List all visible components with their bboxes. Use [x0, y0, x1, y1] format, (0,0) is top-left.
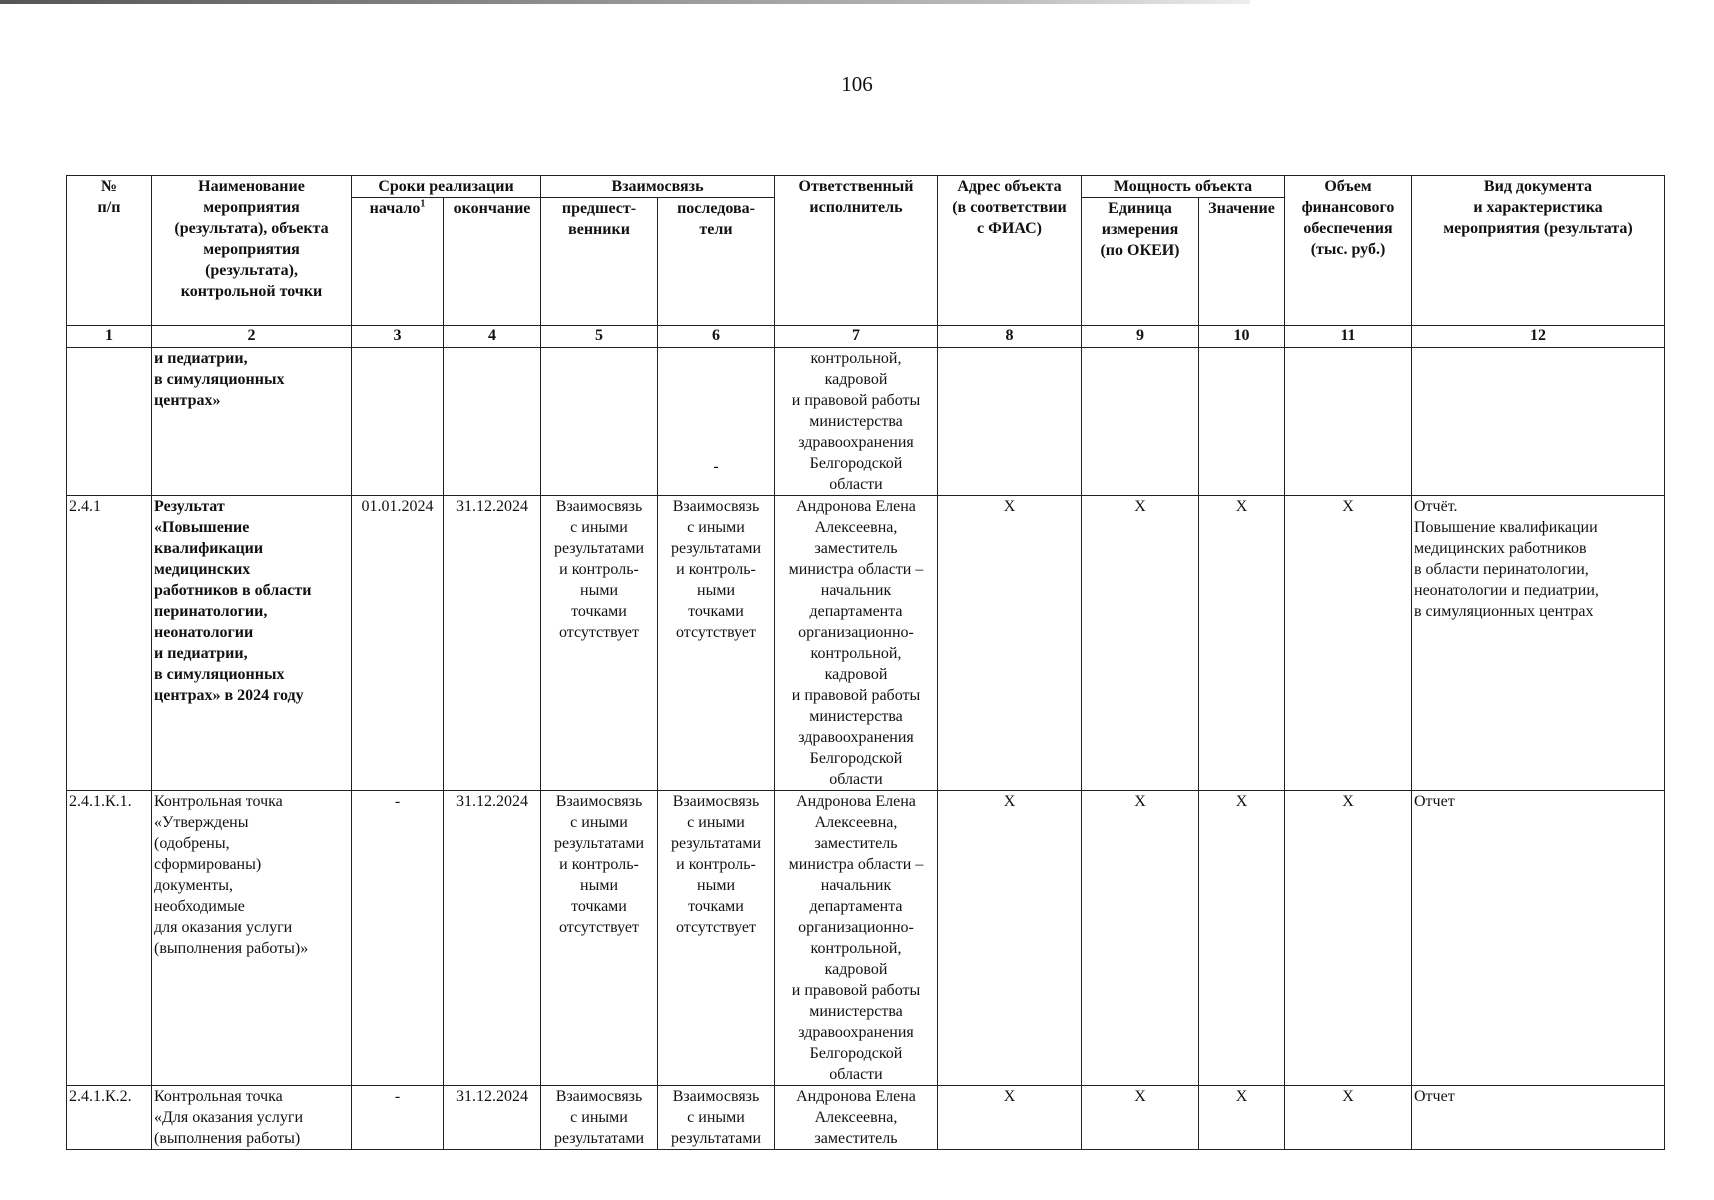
cell-predecessors: Взаимосвязь с иными результатами и контроль- ными точками отсутствует [541, 496, 658, 791]
cell-successors: Взаимосвязь с иными результатами и контроль- ными точками отсутствует [658, 496, 775, 791]
cell-address: X [938, 791, 1082, 1086]
cell-successors: Взаимосвязь с иными результатами и контроль- ными точками отсутствует [658, 791, 775, 1086]
column-number: 3 [352, 326, 444, 348]
cell-start: - [352, 1086, 444, 1150]
cell-end: 31.12.2024 [444, 791, 541, 1086]
cell-num [67, 348, 152, 496]
column-numbers-row [67, 326, 1665, 348]
header-terms: Сроки реализации [352, 176, 541, 198]
cell-name: Контрольная точка «Утверждены (одобрены, сформированы) документы, необходимые для оказания услуги (выполнения работы)» [152, 791, 352, 1086]
header-start-label: начало [369, 200, 421, 217]
column-number: 7 [775, 326, 938, 348]
cell-name: и педиатрии, в симуляционных центрах» [152, 348, 352, 496]
column-number: 6 [658, 326, 775, 348]
header-successors: последова- тели [658, 198, 775, 326]
cell-end: 31.12.2024 [444, 496, 541, 791]
cell-responsible: Андронова Елена Алексеевна, заместитель министра области – начальник департамента организационно- контрольной, кадровой и правовой работы министерства здравоохранения Белгородской области [775, 496, 938, 791]
header-row-1 [67, 176, 1665, 198]
header-unit: Единица измерения (по ОКЕИ) [1082, 198, 1199, 326]
column-number: 1 [67, 326, 152, 348]
cell-successors: - [658, 348, 775, 496]
table-row [67, 496, 1665, 791]
column-number: 12 [1412, 326, 1665, 348]
header-predecessors: предшест- венники [541, 198, 658, 326]
header-value: Значение [1199, 198, 1285, 326]
plan-table [66, 175, 1665, 1150]
page-number: 106 [841, 72, 873, 96]
cell-name: Результат «Повышение квалификации медицинских работников в области перинатологии, неонатологии и педиатрии, в симуляционных центрах» в 2024 году [152, 496, 352, 791]
cell-successors: Взаимосвязь с иными результатами [658, 1086, 775, 1150]
cell-num: 2.4.1.К.2. [67, 1086, 152, 1150]
cell-finance: X [1285, 496, 1412, 791]
cell-unit: X [1082, 496, 1199, 791]
cell-start: - [352, 791, 444, 1086]
cell-predecessors: Взаимосвязь с иными результатами [541, 1086, 658, 1150]
cell-finance [1285, 348, 1412, 496]
table-row [67, 1086, 1665, 1150]
cell-responsible: контрольной, кадровой и правовой работы министерства здравоохранения Белгородской области [775, 348, 938, 496]
header-document: Вид документа и характеристика мероприятия (результата) [1412, 176, 1665, 326]
header-name: Наименование мероприятия (результата), объекта мероприятия (результата), контрольной точки [152, 176, 352, 326]
cell-value [1199, 348, 1285, 496]
cell-name: Контрольная точка «Для оказания услуги (выполнения работы) [152, 1086, 352, 1150]
header-relation: Взаимосвязь [541, 176, 775, 198]
cell-document [1412, 348, 1665, 496]
cell-start: 01.01.2024 [352, 496, 444, 791]
cell-address: X [938, 496, 1082, 791]
cell-finance: X [1285, 1086, 1412, 1150]
cell-unit: X [1082, 1086, 1199, 1150]
column-number: 4 [444, 326, 541, 348]
cell-num: 2.4.1 [67, 496, 152, 791]
table-row [67, 791, 1665, 1086]
cell-document: Отчет [1412, 791, 1665, 1086]
footnote-marker: 1 [420, 198, 426, 210]
cell-predecessors [541, 348, 658, 496]
cell-value: X [1199, 496, 1285, 791]
cell-address [938, 348, 1082, 496]
column-number: 5 [541, 326, 658, 348]
header-start [352, 198, 444, 326]
cell-address: X [938, 1086, 1082, 1150]
column-number: 11 [1285, 326, 1412, 348]
cell-responsible: Андронова Елена Алексеевна, заместитель [775, 1086, 938, 1150]
cell-predecessors: Взаимосвязь с иными результатами и контроль- ными точками отсутствует [541, 791, 658, 1086]
scan-top-edge [0, 0, 1250, 4]
cell-unit [1082, 348, 1199, 496]
header-end: окончание [444, 198, 541, 326]
column-number: 8 [938, 326, 1082, 348]
header-capacity: Мощность объекта [1082, 176, 1285, 198]
cell-document: Отчет [1412, 1086, 1665, 1150]
cell-value: X [1199, 1086, 1285, 1150]
cell-finance: X [1285, 791, 1412, 1086]
cell-unit: X [1082, 791, 1199, 1086]
cell-start [352, 348, 444, 496]
header-address: Адрес объекта (в соответствии с ФИАС) [938, 176, 1082, 326]
cell-end: 31.12.2024 [444, 1086, 541, 1150]
table-row [67, 348, 1665, 496]
cell-num: 2.4.1.К.1. [67, 791, 152, 1086]
column-number: 10 [1199, 326, 1285, 348]
header-finance: Объем финансового обеспечения (тыс. руб.) [1285, 176, 1412, 326]
cell-value: X [1199, 791, 1285, 1086]
header-responsible: Ответственный исполнитель [775, 176, 938, 326]
cell-responsible: Андронова Елена Алексеевна, заместитель министра области – начальник департамента организационно- контрольной, кадровой и правовой работы министерства здравоохранения Белгородской области [775, 791, 938, 1086]
cell-end [444, 348, 541, 496]
cell-document: Отчёт. Повышение квалификации медицинских работников в области перинатологии, неонатологии и педиатрии, в симуляционных центрах [1412, 496, 1665, 791]
header-num: № п/п [67, 176, 152, 326]
column-number: 2 [152, 326, 352, 348]
column-number: 9 [1082, 326, 1199, 348]
